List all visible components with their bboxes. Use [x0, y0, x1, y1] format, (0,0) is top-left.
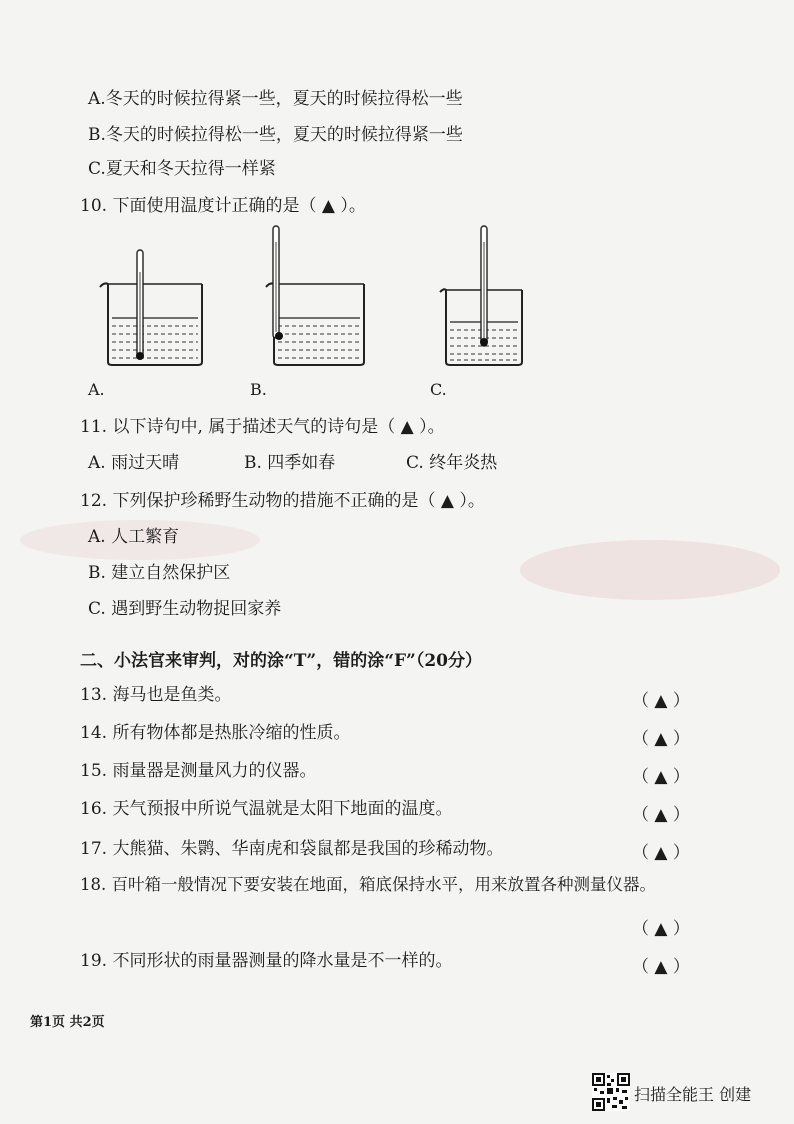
- answer-mark-17[interactable]: （ ▲ ）: [632, 843, 690, 863]
- beaker-a: [100, 250, 202, 365]
- answer-mark-13[interactable]: （ ▲ ）: [632, 691, 690, 711]
- q10-stem: 10. 下面使用温度计正确的是（ ▲ ）。: [80, 196, 366, 216]
- qr-code-icon: [592, 1073, 630, 1111]
- q12-option-a: A. 人工繁育: [88, 527, 180, 547]
- answer-mark-14[interactable]: （ ▲ ）: [632, 729, 690, 749]
- beaker-label-c: C.: [430, 380, 447, 399]
- beaker-b: [266, 226, 364, 365]
- q12-stem: 12. 下列保护珍稀野生动物的措施不正确的是（ ▲ ）。: [80, 491, 485, 511]
- beaker-label-a: A.: [88, 380, 105, 399]
- answer-mark-16[interactable]: （ ▲ ）: [632, 805, 690, 825]
- q11-stem: 11. 以下诗句中, 属于描述天气的诗句是（ ▲ ）。: [80, 417, 445, 437]
- beaker-figures: [90, 222, 540, 372]
- judge-item-19: 19. 不同形状的雨量器测量的降水量是不一样的。: [80, 951, 453, 971]
- judge-item-17: 17. 大熊猫、朱鹮、华南虎和袋鼠都是我国的珍稀动物。: [80, 839, 504, 859]
- q12-option-c: C. 遇到野生动物捉回家养: [88, 599, 282, 619]
- q12-option-b: B. 建立自然保护区: [88, 563, 231, 583]
- q11-option-c: C. 终年炎热: [406, 453, 498, 473]
- beaker-c: [440, 226, 522, 365]
- answer-mark-18[interactable]: （ ▲ ）: [632, 919, 690, 939]
- judge-item-13: 13. 海马也是鱼类。: [80, 685, 232, 705]
- section-2-heading: 二、小法官来审判，对的涂“T”，错的涂“F”（20分）: [80, 651, 482, 671]
- judge-item-14: 14. 所有物体都是热胀冷缩的性质。: [80, 723, 351, 743]
- answer-mark-19[interactable]: （ ▲ ）: [632, 957, 690, 977]
- q11-option-b: B. 四季如春: [244, 453, 336, 473]
- beaker-label-b: B.: [250, 380, 267, 399]
- q9-option-b: B.冬天的时候拉得松一些，夏天的时候拉得紧一些: [88, 125, 463, 145]
- judge-item-15: 15. 雨量器是测量风力的仪器。: [80, 761, 317, 781]
- q9-option-a: A.冬天的时候拉得紧一些，夏天的时候拉得松一些: [88, 89, 463, 109]
- scanner-brand: 扫描全能王 创建: [634, 1085, 752, 1104]
- page-footer: 第1页 共2页: [30, 1015, 105, 1030]
- q9-option-c: C.夏天和冬天拉得一样紧: [88, 159, 276, 179]
- judge-item-16: 16. 天气预报中所说气温就是太阳下地面的温度。: [80, 799, 453, 819]
- judge-item-18: 18. 百叶箱一般情况下要安装在地面，箱底保持水平，用来放置各种测量仪器。: [80, 875, 656, 894]
- q11-option-a: A. 雨过天晴: [88, 453, 180, 473]
- answer-mark-15[interactable]: （ ▲ ）: [632, 767, 690, 787]
- scan-smudge: [520, 540, 780, 600]
